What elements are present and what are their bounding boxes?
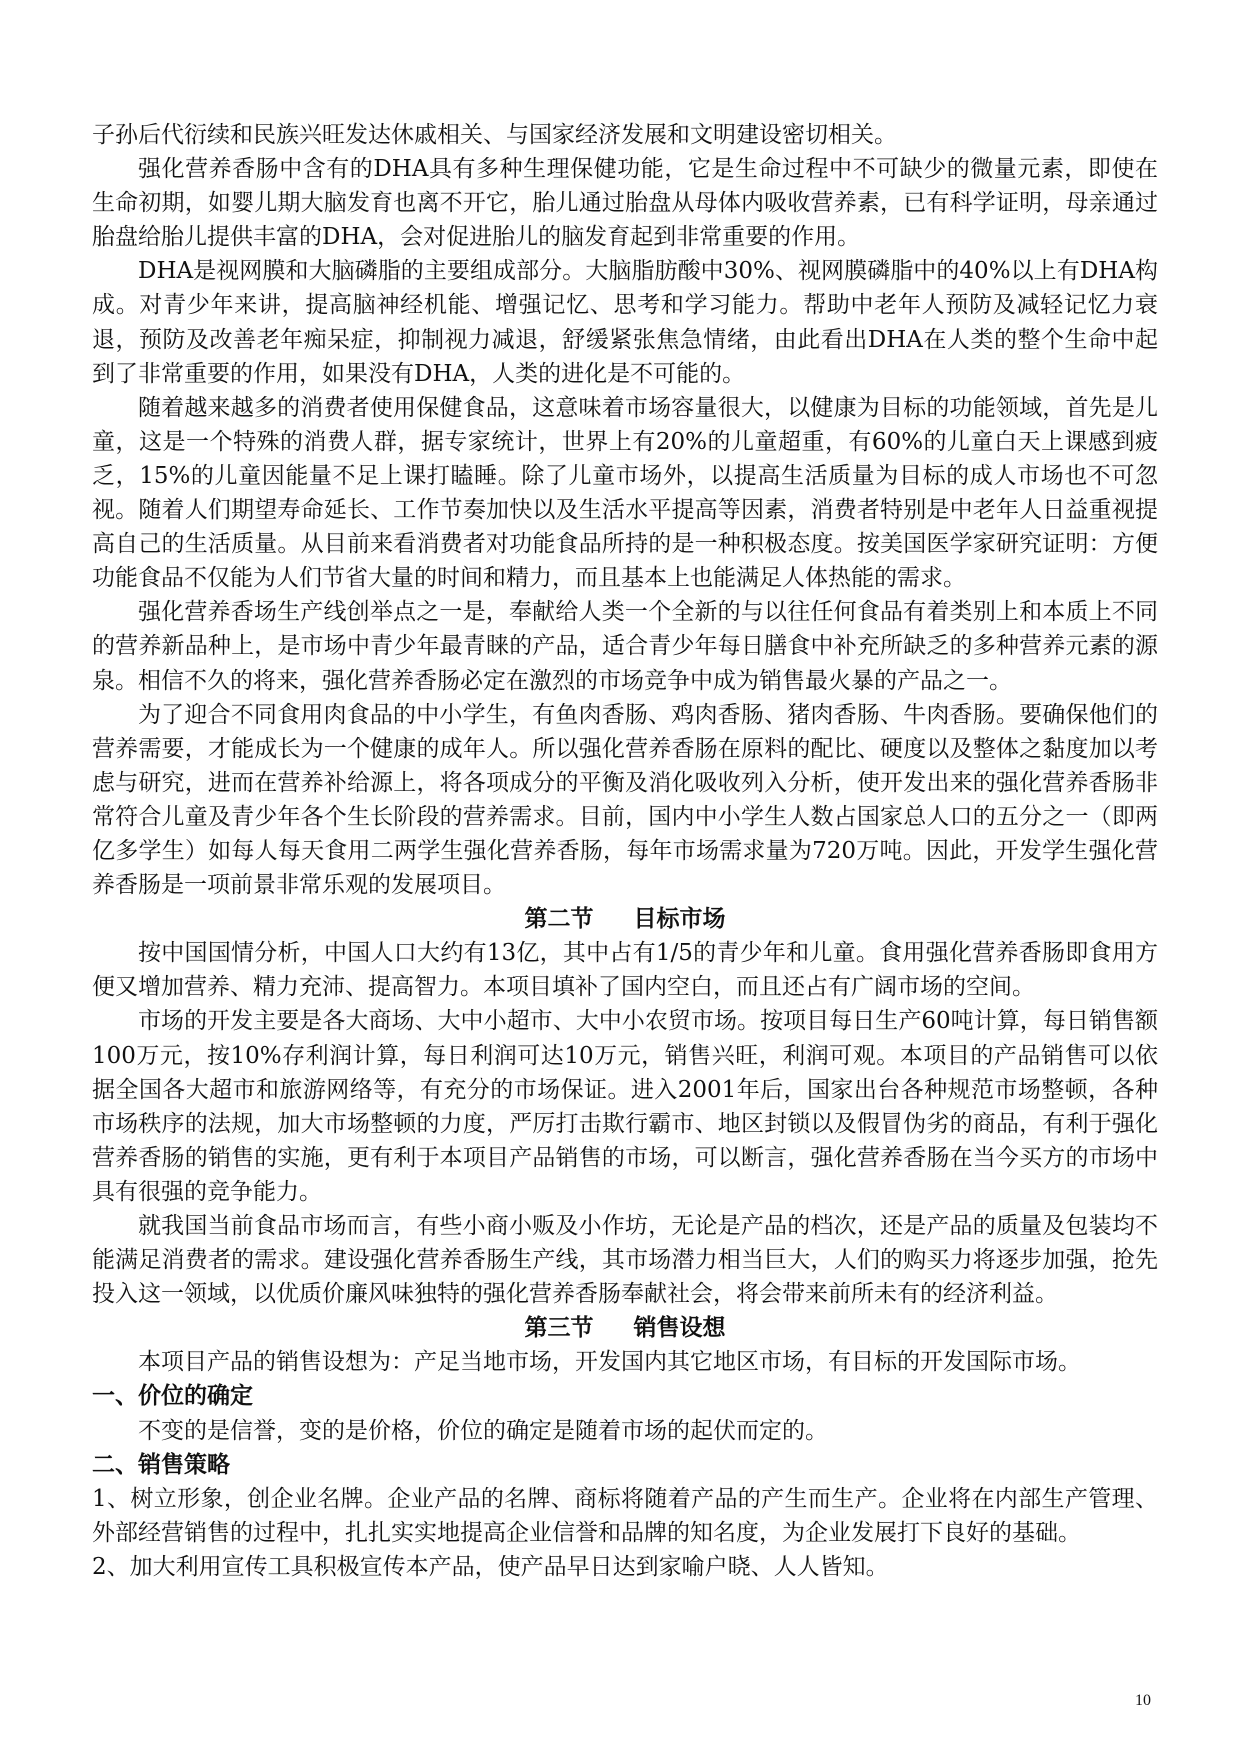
page-number: 10 (1135, 1692, 1151, 1709)
paragraph-innovation: 强化营养香场生产线创举点之一是，奉献给人类一个全新的与以往任何食品有着类别上和本质上不同的营养新品种上，是市场中青少年最青睐的产品，适合青少年每日膳食中补充所缺乏的多种营养元素的源泉。相信不久的将来，强化营养香肠必定在激烈的市场竞争中成为销售最火暴的产品之一。 (92, 599, 1158, 694)
paragraph-dha-composition: DHA是视网膜和大脑磷脂的主要组成部分。大脑脂肪酸中30%、视网膜磷脂中的40%以上有DHA构成。对青少年来讲，提高脑神经机能、增强记忆、思考和学习能力。帮助中老年人预防及减轻记忆力衰退，预防及改善老年痴呆症，抑制视力减退，舒缓紧张焦急情绪，由此看出DHA在人类的整个生命中起到了非常重要的作用，如果没有DHA，人类的进化是不可能的。 (92, 258, 1158, 387)
page-content (92, 118, 1158, 1584)
paragraph-sales-plan: 本项目产品的销售设想为：产足当地市场，开发国内其它地区市场，有目标的开发国际市场。 (138, 1349, 1081, 1376)
section-number: 第二节 (524, 906, 594, 933)
section-title: 销售设想 (633, 1315, 726, 1342)
paragraph-market-capacity: 随着越来越多的消费者使用保健食品，这意味着市场容量很大，以健康为目标的功能领域，首先是儿童，这是一个特殊的消费人群，据专家统计，世界上有20%的儿童超重，有60%的儿童白天上课感到疲乏，15%的儿童因能量不足上课打瞌睡。除了儿童市场外，以提高生活质量为目标的成人市场也不可忽视。随着人们期望寿命延长、工作节奏加快以及生活水平提高等因素，消费者特别是中老年人日益重视提高自己的生活质量。从目前来看消费者对功能食品所持的是一种积极态度。按美国医学家研究证明：方便功能食品不仅能为人们节省大量的时间和精力，而且基本上也能满足人体热能的需求。 (92, 394, 1158, 592)
paragraph-student-nutrition: 为了迎合不同食用肉食品的中小学生，有鱼肉香肠、鸡肉香肠、猪肉香肠、牛肉香肠。要确保他们的营养需要，才能成长为一个健康的成年人。所以强化营养香肠在原料的配比、硬度以及整体之黏度加以考虑与研究，进而在营养补给源上，将各项成分的平衡及消化吸收列入分析，使开发出来的强化营养香肠非常符合儿童及青少年各个生长阶段的营养需求。目前，国内中小学生人数占国家总人口的五分之一（即两亿多学生）如每人每天食用二两学生强化营养香肠，每年市场需求量为720万吨。因此，开发学生强化营养香肠是一项前景非常乐观的发展项目。 (92, 701, 1158, 899)
subheading-pricing: 一、价位的确定 (92, 1383, 253, 1410)
section-title: 目标市场 (633, 906, 726, 933)
paragraph-china-analysis: 按中国国情分析，中国人口大约有13亿，其中占有1/5的青少年和儿童。食用强化营养香肠即食用方便又增加营养、精力充沛、提高智力。本项目填补了国内空白，而且还占有广阔市场的空间。 (92, 940, 1158, 1001)
section-heading-sales-plan (92, 1311, 1158, 1345)
section-heading-target-market (92, 902, 1158, 936)
paragraph-market-development: 市场的开发主要是各大商场、大中小超市、大中小农贸市场。按项目每日生产60吨计算，每日销售额100万元，按10%存利润计算，每日利润可达10万元，销售兴旺，利润可观。本项目的产品销售可以依据全国各大超市和旅游网络等，有充分的市场保证。进入2001年后，国家出台各种规范市场整顿，各种市场秩序的法规，加大市场整顿的力度，严厉打击欺行霸市、地区封锁以及假冒伪劣的商品，有利于强化营养香肠的销售的实施，更有利于本项目产品销售的市场，可以断言，强化营养香肠在当今买方的市场中具有很强的竞争能力。 (92, 1008, 1158, 1205)
paragraph-pricing: 不变的是信誉，变的是价格，价位的确定是随着市场的起伏而定的。 (138, 1417, 828, 1444)
section-number: 第三节 (524, 1315, 594, 1342)
paragraph-continuation: 子孙后代衍续和民族兴旺发达休戚相关、与国家经济发展和文明建设密切相关。 (92, 122, 897, 148)
paragraph-food-market: 就我国当前食品市场而言，有些小商小贩及小作坊，无论是产品的档次，还是产品的质量及包装均不能满足消费者的需求。建设强化营养香肠生产线，其市场潜力相当巨大，人们的购买力将逐步加强，抢先投入这一领域，以优质价廉风味独特的强化营养香肠奉献社会，将会带来前所未有的经济利益。 (92, 1213, 1158, 1308)
list-item-brand: 1、树立形象，创企业名牌。企业产品的名牌、商标将随着产品的产生而生产。企业将在内部生产管理、外部经营销售的过程中，扎扎实实地提高企业信誉和品牌的知名度，为企业发展打下良好的基础。 (92, 1485, 1158, 1546)
paragraph-dha-functions: 强化营养香肠中含有的DHA具有多种生理保健功能，它是生命过程中不可缺少的微量元素，即使在生命初期，如婴儿期大脑发育也离不开它，胎儿通过胎盘从母体内吸收营养素，已有科学证明，母亲通过胎盘给胎儿提供丰富的DHA，会对促进胎儿的脑发育起到非常重要的作用。 (92, 156, 1158, 251)
subheading-sales-strategy: 二、销售策略 (92, 1451, 230, 1478)
list-item-promotion: 2、加大利用宣传工具积极宣传本产品，使产品早日达到家喻户晓、人人皆知。 (92, 1553, 889, 1580)
